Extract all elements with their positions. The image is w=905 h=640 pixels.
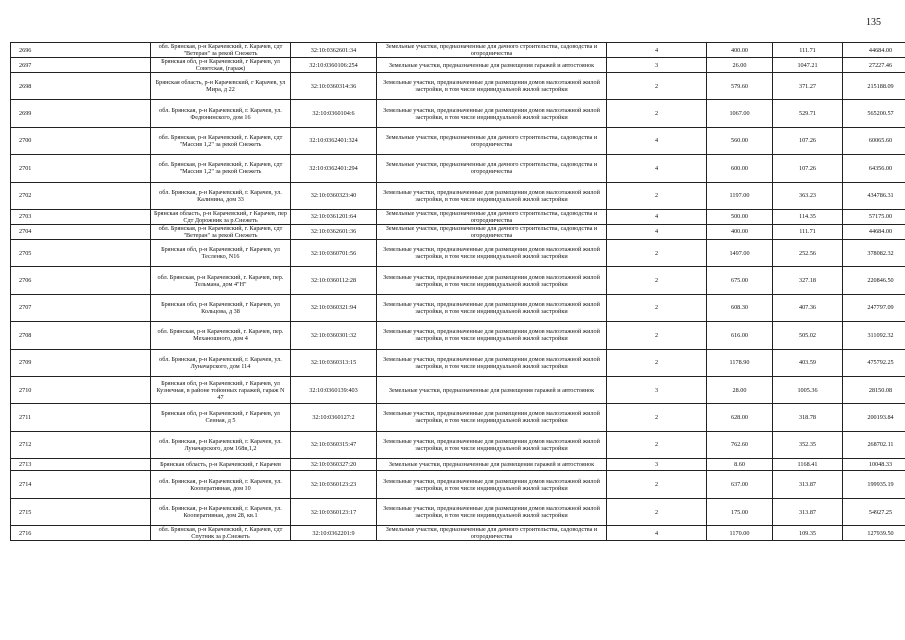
group-cell: 3 bbox=[607, 459, 707, 471]
specific-value-cell: 529.71 bbox=[773, 100, 843, 127]
area-cell: 560.00 bbox=[707, 127, 773, 154]
land-use-cell: Земельные участки, предназначенные для дачного строительства, садоводства и огородничества bbox=[377, 526, 607, 541]
area-cell: 1497.00 bbox=[707, 239, 773, 266]
area-cell: 400.00 bbox=[707, 224, 773, 239]
specific-value-cell: 318.78 bbox=[773, 404, 843, 431]
cadastral-number-cell: 32:10:0360127:2 bbox=[291, 404, 377, 431]
area-cell: 1170.00 bbox=[707, 526, 773, 541]
area-cell: 628.00 bbox=[707, 404, 773, 431]
table-body bbox=[11, 43, 905, 541]
cadastral-value-cell: 215188.09 bbox=[843, 73, 905, 100]
cadastral-value-cell: 64356.00 bbox=[843, 155, 905, 182]
table-row bbox=[11, 43, 905, 58]
row-number-cell: 2697 bbox=[11, 58, 151, 73]
address-cell: обл. Брянская, р-н Карачевский, г. Карачев, пер. Тельмана, дом 4"Н" bbox=[151, 267, 291, 294]
cadastral-number-cell: 32:10:0360701:56 bbox=[291, 239, 377, 266]
cadastral-value-table bbox=[10, 42, 905, 541]
cadastral-number-cell: 32:10:0360104:6 bbox=[291, 100, 377, 127]
row-number-cell: 2707 bbox=[11, 294, 151, 321]
cadastral-number-cell: 32:10:0360315:47 bbox=[291, 431, 377, 458]
cadastral-value-cell: 434786.31 bbox=[843, 182, 905, 209]
specific-value-cell: 1168.41 bbox=[773, 459, 843, 471]
row-number-cell: 2711 bbox=[11, 404, 151, 431]
address-cell: Брянская область, р-н Карачевский, г Карачев, пер Сдт Дорожник за р.Снежеть bbox=[151, 209, 291, 224]
specific-value-cell: 407.36 bbox=[773, 294, 843, 321]
table-row bbox=[11, 431, 905, 458]
area-cell: 608.30 bbox=[707, 294, 773, 321]
area-cell: 616.00 bbox=[707, 322, 773, 349]
specific-value-cell: 114.35 bbox=[773, 209, 843, 224]
group-cell: 2 bbox=[607, 431, 707, 458]
row-number-cell: 2709 bbox=[11, 349, 151, 376]
table-row bbox=[11, 376, 905, 403]
table-row bbox=[11, 526, 905, 541]
row-number-cell: 2698 bbox=[11, 73, 151, 100]
land-use-cell: Земельные участки, предназначенные для размещения домов малоэтажной жилой застройки, в том числе индивидуальной жилой застройки bbox=[377, 267, 607, 294]
address-cell: обл. Брянская, р-н Карачевский, г. Карачев, ул. Калинина, дом 33 bbox=[151, 182, 291, 209]
row-number-cell: 2702 bbox=[11, 182, 151, 209]
cadastral-number-cell: 32:10:0362201:9 bbox=[291, 526, 377, 541]
table-row bbox=[11, 294, 905, 321]
specific-value-cell: 1047.21 bbox=[773, 58, 843, 73]
specific-value-cell: 505.02 bbox=[773, 322, 843, 349]
table-row bbox=[11, 100, 905, 127]
row-number-cell: 2700 bbox=[11, 127, 151, 154]
group-cell: 4 bbox=[607, 209, 707, 224]
table-row bbox=[11, 182, 905, 209]
cadastral-value-cell: 220846.50 bbox=[843, 267, 905, 294]
cadastral-value-cell: 60065.60 bbox=[843, 127, 905, 154]
area-cell: 1197.00 bbox=[707, 182, 773, 209]
group-cell: 2 bbox=[607, 239, 707, 266]
specific-value-cell: 107.26 bbox=[773, 155, 843, 182]
cadastral-value-cell: 199935.19 bbox=[843, 471, 905, 498]
specific-value-cell: 252.56 bbox=[773, 239, 843, 266]
area-cell: 8.60 bbox=[707, 459, 773, 471]
specific-value-cell: 313.87 bbox=[773, 471, 843, 498]
area-cell: 762.60 bbox=[707, 431, 773, 458]
land-use-cell: Земельные участки, предназначенные для размещения домов малоэтажной жилой застройки, в том числе индивидуальной жилой застройки bbox=[377, 471, 607, 498]
address-cell: Брянская обл, р-н Карачевский, г Карачев, ул Советская, (гараж) bbox=[151, 58, 291, 73]
cadastral-value-cell: 268702.11 bbox=[843, 431, 905, 458]
land-use-cell: Земельные участки, предназначенные для размещения домов малоэтажной жилой застройки, в том числе индивидуальной жилой застройки bbox=[377, 182, 607, 209]
group-cell: 3 bbox=[607, 58, 707, 73]
group-cell: 4 bbox=[607, 127, 707, 154]
area-cell: 28.00 bbox=[707, 376, 773, 403]
cadastral-value-cell: 27227.46 bbox=[843, 58, 905, 73]
row-number-cell: 2715 bbox=[11, 498, 151, 525]
land-use-cell: Земельные участки, предназначенные для размещения домов малоэтажной жилой застройки, в том числе индивидуальной жилой застройки bbox=[377, 349, 607, 376]
address-cell: обл. Брянская, р-н Карачевский, г. Карачев, сдт "Массив 1,2" за рекой Снежеть bbox=[151, 127, 291, 154]
area-cell: 1178.90 bbox=[707, 349, 773, 376]
table-row bbox=[11, 349, 905, 376]
row-number-cell: 2701 bbox=[11, 155, 151, 182]
specific-value-cell: 352.35 bbox=[773, 431, 843, 458]
row-number-cell: 2699 bbox=[11, 100, 151, 127]
group-cell: 4 bbox=[607, 526, 707, 541]
page-number: 135 bbox=[866, 17, 881, 28]
specific-value-cell: 327.18 bbox=[773, 267, 843, 294]
cadastral-number-cell: 32:10:0360106:254 bbox=[291, 58, 377, 73]
table-row bbox=[11, 322, 905, 349]
land-use-cell: Земельные участки, предназначенные для размещения домов малоэтажной жилой застройки, в том числе индивидуальной жилой застройки bbox=[377, 404, 607, 431]
area-cell: 26.00 bbox=[707, 58, 773, 73]
area-cell: 1067.00 bbox=[707, 100, 773, 127]
table-row bbox=[11, 498, 905, 525]
group-cell: 4 bbox=[607, 224, 707, 239]
area-cell: 637.00 bbox=[707, 471, 773, 498]
group-cell: 2 bbox=[607, 267, 707, 294]
address-cell: Брянская область, р-н Карачевский, г Карачев, ул Мира, д 22 bbox=[151, 73, 291, 100]
group-cell: 2 bbox=[607, 349, 707, 376]
row-number-cell: 2696 bbox=[11, 43, 151, 58]
land-use-cell: Земельные участки, предназначенные для размещения домов малоэтажной жилой застройки, в том числе индивидуальной жилой застройки bbox=[377, 294, 607, 321]
cadastral-value-cell: 44684.00 bbox=[843, 43, 905, 58]
area-cell: 500.00 bbox=[707, 209, 773, 224]
row-number-cell: 2704 bbox=[11, 224, 151, 239]
address-cell: Брянская обл, р-н Карачевский, г Карачев, ул Кольцова, д 38 bbox=[151, 294, 291, 321]
specific-value-cell: 313.87 bbox=[773, 498, 843, 525]
address-cell: обл. Брянская, р-н Карачевский, г. Карачев, пер. Механошного, дом 4 bbox=[151, 322, 291, 349]
row-number-cell: 2706 bbox=[11, 267, 151, 294]
cadastral-number-cell: 32:10:0361201:64 bbox=[291, 209, 377, 224]
table-row bbox=[11, 58, 905, 73]
specific-value-cell: 371.27 bbox=[773, 73, 843, 100]
cadastral-number-cell: 32:10:0362601:36 bbox=[291, 224, 377, 239]
cadastral-number-cell: 32:10:0362401:324 bbox=[291, 127, 377, 154]
land-use-cell: Земельные участки, предназначенные для размещения домов малоэтажной жилой застройки, в том числе индивидуальной жилой застройки bbox=[377, 431, 607, 458]
row-number-cell: 2716 bbox=[11, 526, 151, 541]
cadastral-number-cell: 32:10:0360314:36 bbox=[291, 73, 377, 100]
table-row bbox=[11, 471, 905, 498]
group-cell: 2 bbox=[607, 294, 707, 321]
land-use-cell: Земельные участки, предназначенные для размещения гаражей и автостоянок bbox=[377, 58, 607, 73]
table-row bbox=[11, 209, 905, 224]
group-cell: 2 bbox=[607, 73, 707, 100]
cadastral-number-cell: 32:10:0362401:294 bbox=[291, 155, 377, 182]
area-cell: 675.00 bbox=[707, 267, 773, 294]
cadastral-number-cell: 32:10:0360112:28 bbox=[291, 267, 377, 294]
cadastral-value-cell: 10048.33 bbox=[843, 459, 905, 471]
address-cell: обл. Брянская, р-н Карачевский, г. Карачев, ул. Луначарского, дом 114 bbox=[151, 349, 291, 376]
table-row bbox=[11, 267, 905, 294]
group-cell: 2 bbox=[607, 471, 707, 498]
address-cell: обл. Брянская, р-н Карачевский, г. Карачев, сдт Спутник за р.Снежеть bbox=[151, 526, 291, 541]
address-cell: обл. Брянская, р-н Карачевский, г. Карачев, сдт "Массив 1,2" за рекой Снежеть bbox=[151, 155, 291, 182]
cadastral-number-cell: 32:10:0360123:23 bbox=[291, 471, 377, 498]
table-row bbox=[11, 73, 905, 100]
land-use-cell: Земельные участки, предназначенные для размещения домов малоэтажной жилой застройки, в том числе индивидуальной жилой застройки bbox=[377, 239, 607, 266]
address-cell: Брянская обл, р-н Карачевский, г Карачев, ул Тесленко, N16 bbox=[151, 239, 291, 266]
address-cell: Брянская обл, р-н Карачевский, г Карачев, ул Сенная, д 5 bbox=[151, 404, 291, 431]
table-row bbox=[11, 239, 905, 266]
cadastral-value-cell: 311092.32 bbox=[843, 322, 905, 349]
address-cell: обл. Брянская, р-н Карачевский, г. Карачев, сдт "Ветеран" за рекой Снежеть bbox=[151, 43, 291, 58]
cadastral-value-cell: 57175.00 bbox=[843, 209, 905, 224]
table-row bbox=[11, 459, 905, 471]
address-cell: обл. Брянская, р-н Карачевский, г. Карачев, ул. Луначарского, дом 168в,1,2 bbox=[151, 431, 291, 458]
group-cell: 4 bbox=[607, 43, 707, 58]
cadastral-number-cell: 32:10:0360313:15 bbox=[291, 349, 377, 376]
group-cell: 2 bbox=[607, 100, 707, 127]
land-use-cell: Земельные участки, предназначенные для дачного строительства, садоводства и огородничества bbox=[377, 224, 607, 239]
cadastral-value-cell: 565200.57 bbox=[843, 100, 905, 127]
cadastral-number-cell: 32:10:0360301:32 bbox=[291, 322, 377, 349]
cadastral-value-cell: 200193.84 bbox=[843, 404, 905, 431]
cadastral-value-cell: 378082.32 bbox=[843, 239, 905, 266]
address-cell: обл. Брянская, р-н Карачевский, г. Карачев, ул. Федюнинского, дом 16 bbox=[151, 100, 291, 127]
land-use-cell: Земельные участки, предназначенные для размещения домов малоэтажной жилой застройки, в том числе индивидуальной жилой застройки bbox=[377, 100, 607, 127]
land-use-cell: Земельные участки, предназначенные для размещения гаражей и автостоянок bbox=[377, 376, 607, 403]
specific-value-cell: 109.35 bbox=[773, 526, 843, 541]
area-cell: 400.00 bbox=[707, 43, 773, 58]
specific-value-cell: 363.23 bbox=[773, 182, 843, 209]
cadastral-value-cell: 475792.25 bbox=[843, 349, 905, 376]
cadastral-number-cell: 32:10:0360139:403 bbox=[291, 376, 377, 403]
land-use-cell: Земельные участки, предназначенные для размещения гаражей и автостоянок bbox=[377, 459, 607, 471]
cadastral-value-cell: 247797.09 bbox=[843, 294, 905, 321]
specific-value-cell: 1005.36 bbox=[773, 376, 843, 403]
area-cell: 175.00 bbox=[707, 498, 773, 525]
row-number-cell: 2712 bbox=[11, 431, 151, 458]
cadastral-value-cell: 44684.00 bbox=[843, 224, 905, 239]
area-cell: 600.00 bbox=[707, 155, 773, 182]
group-cell: 3 bbox=[607, 376, 707, 403]
specific-value-cell: 107.26 bbox=[773, 127, 843, 154]
row-number-cell: 2705 bbox=[11, 239, 151, 266]
land-use-cell: Земельные участки, предназначенные для размещения домов малоэтажной жилой застройки, в том числе индивидуальной жилой застройки bbox=[377, 73, 607, 100]
cadastral-number-cell: 32:10:0360321:94 bbox=[291, 294, 377, 321]
group-cell: 2 bbox=[607, 322, 707, 349]
row-number-cell: 2703 bbox=[11, 209, 151, 224]
group-cell: 2 bbox=[607, 182, 707, 209]
group-cell: 4 bbox=[607, 155, 707, 182]
land-use-cell: Земельные участки, предназначенные для дачного строительства, садоводства и огородничества bbox=[377, 43, 607, 58]
address-cell: Брянская обл, р-н Карачевский, г Карачев, ул Кузнечная, в районе тойонных гаражей, гараж N 47 bbox=[151, 376, 291, 403]
specific-value-cell: 403.59 bbox=[773, 349, 843, 376]
specific-value-cell: 111.71 bbox=[773, 224, 843, 239]
address-cell: обл. Брянская, р-н Карачевский, г. Карачев, ул. Кооперативная, дом 10 bbox=[151, 471, 291, 498]
address-cell: обл. Брянская, р-н Карачевский, г. Карачев, ул. Кооперативная, дом 28, кв.1 bbox=[151, 498, 291, 525]
table-row bbox=[11, 224, 905, 239]
group-cell: 2 bbox=[607, 404, 707, 431]
row-number-cell: 2710 bbox=[11, 376, 151, 403]
group-cell: 2 bbox=[607, 498, 707, 525]
cadastral-value-cell: 127939.50 bbox=[843, 526, 905, 541]
row-number-cell: 2713 bbox=[11, 459, 151, 471]
row-number-cell: 2708 bbox=[11, 322, 151, 349]
table-row bbox=[11, 404, 905, 431]
cadastral-number-cell: 32:10:0360323:40 bbox=[291, 182, 377, 209]
table-row bbox=[11, 155, 905, 182]
cadastral-number-cell: 32:10:0360123:17 bbox=[291, 498, 377, 525]
land-use-cell: Земельные участки, предназначенные для размещения домов малоэтажной жилой застройки, в том числе индивидуальной жилой застройки bbox=[377, 498, 607, 525]
land-use-cell: Земельные участки, предназначенные для размещения домов малоэтажной жилой застройки, в том числе индивидуальной жилой застройки bbox=[377, 322, 607, 349]
land-use-cell: Земельные участки, предназначенные для дачного строительства, садоводства и огородничества bbox=[377, 127, 607, 154]
cadastral-number-cell: 32:10:0362601:34 bbox=[291, 43, 377, 58]
area-cell: 579.60 bbox=[707, 73, 773, 100]
address-cell: обл. Брянская, р-н Карачевский, г. Карачев, сдт "Ветеран" за рекой Снежеть bbox=[151, 224, 291, 239]
specific-value-cell: 111.71 bbox=[773, 43, 843, 58]
land-use-cell: Земельные участки, предназначенные для дачного строительства, садоводства и огородничества bbox=[377, 155, 607, 182]
land-use-cell: Земельные участки, предназначенные для дачного строительства, садоводства и огородничества bbox=[377, 209, 607, 224]
cadastral-value-cell: 28150.08 bbox=[843, 376, 905, 403]
cadastral-value-cell: 54927.25 bbox=[843, 498, 905, 525]
row-number-cell: 2714 bbox=[11, 471, 151, 498]
address-cell: Брянская область, р-н Карачевский, г Карачев bbox=[151, 459, 291, 471]
cadastral-number-cell: 32:10:0360327:20 bbox=[291, 459, 377, 471]
table-row bbox=[11, 127, 905, 154]
